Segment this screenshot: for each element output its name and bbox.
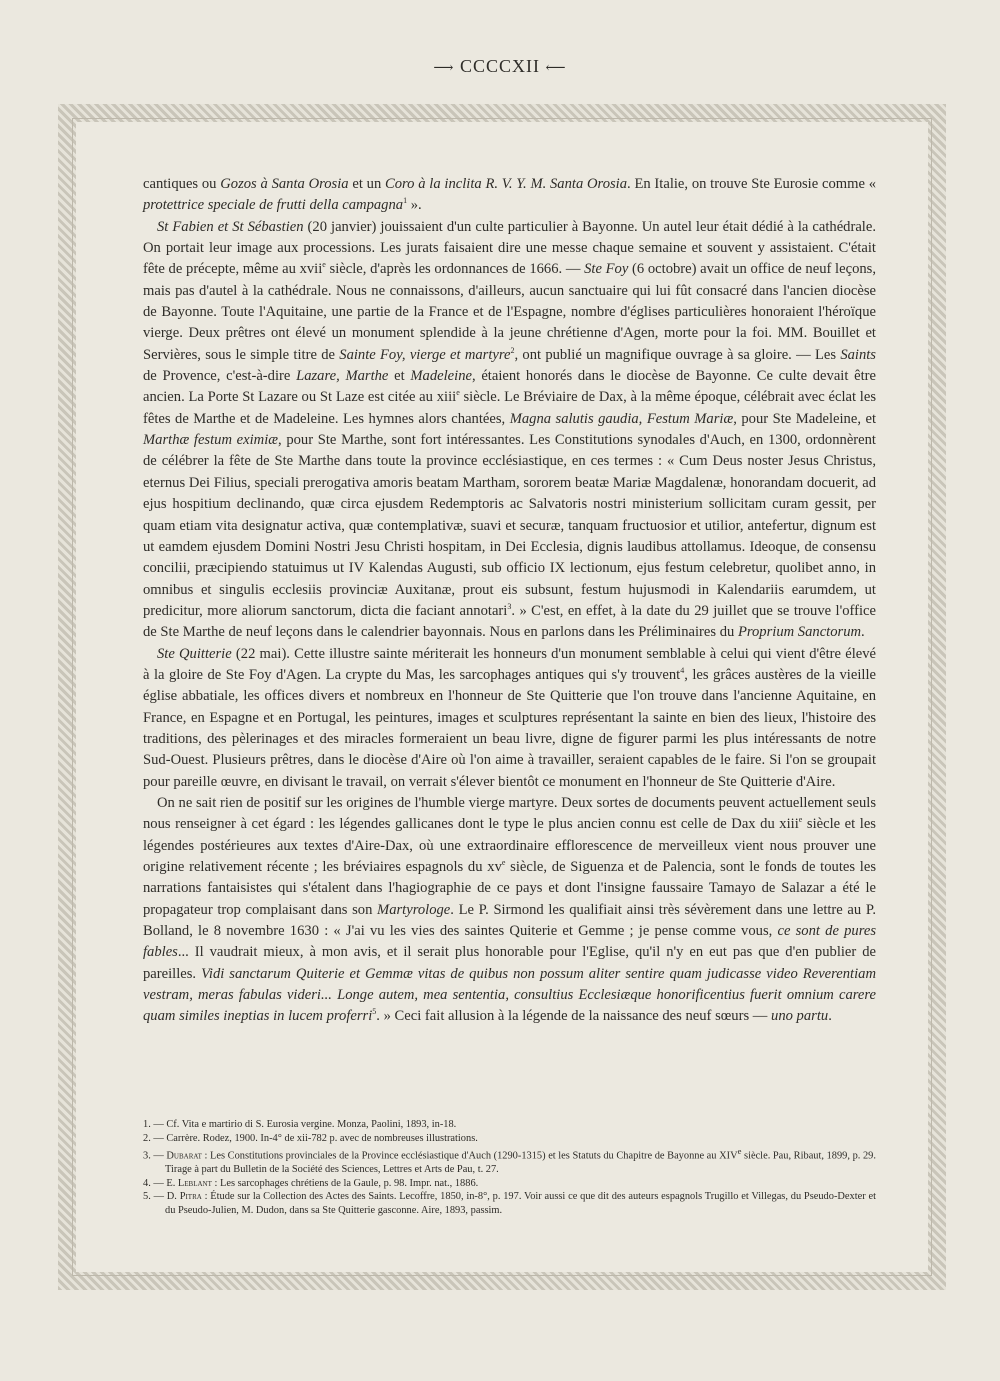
paragraph-run: Magna salutis gaudia, Festum Mariæ: [509, 410, 734, 427]
paragraph-run: (22 mai). Cette illustre sainte mériterait les honneurs d'un monument semblable à celui qui vient d'être élevé à la gloire de Ste Foy d'Agen. La crypte du Mas, les sarcophages antiques qui s'y trouvent: [143, 645, 876, 683]
footnote-run: :: [201, 1191, 211, 1203]
paragraph-run: Sainte Foy, vierge et martyre: [339, 346, 511, 363]
footnote-run: :: [211, 1177, 220, 1189]
paragraph-run: . » C'est, en effet, à la date du 29 juillet que se trouve l'office de Ste Marthe de neuf leçons dans le calendrier bayonnais. Nous en parlons dans les Préliminaires du: [143, 602, 876, 641]
body-text: [143, 174, 876, 1028]
paragraph-run: (6 octobre) avait un office de neuf leçons, mais pas d'autel à la cathédrale. Nous ne connaissons, d'ailleurs, aucun sanctuaire qui lui fût consacré dans l'ancien diocèse de Bayonne. Toute l'Aquitaine, une partie de la France et de l'Espagne, nombre d'églises particulières honoraient l'héroïque vierge. Deux prêtres ont élevé un monument splendide à la jeune chrétienne d'Agen, morte pour la foi. MM. Bouillet et Servières, sous le simple titre de: [143, 261, 876, 363]
page-header: [0, 56, 1000, 77]
paragraph-run: .: [828, 1008, 832, 1025]
footnote-run: Leblant: [177, 1177, 212, 1189]
footnote-run: 1. — Cf.: [143, 1119, 182, 1130]
footnote-run: Étude sur la Collection des Actes des Saints: [210, 1191, 394, 1203]
paragraph: [143, 174, 876, 217]
paragraph-run: Vidi sanctarum Quiterie et Gemmæ vitas de quibus non possum aliter sentire quam judicasse video Reverentiam vestram, meras fabulas videri... Longe autem, mea sententia, consultius Ecclesiæque honorificentius fuerit omnium carere quam similes ineptias in lucem proferri: [143, 965, 877, 1025]
paragraph-run: , ont publié un magnifique ouvrage à sa gloire. — Les: [514, 346, 841, 363]
footnote-run: :: [201, 1150, 211, 1162]
paragraph-run: protettrice speciale de frutti della campagna: [143, 197, 404, 214]
paragraph-run: 5: [372, 1007, 377, 1017]
footnote-run: , p. 98. Impr. nat., 1886.: [378, 1177, 479, 1189]
paragraph-run: Martyrologe: [377, 901, 451, 918]
footnote-run: Dubarat: [166, 1150, 202, 1162]
footnotes: [143, 1118, 876, 1218]
paragraph-run: uno partu: [771, 1008, 829, 1025]
paragraph-run: On ne sait rien de positif sur les origines de l'humble vierge martyre. Deux sortes de documents peuvent actuellement seuls nous renseigner à cet égard : les légendes gallicanes dont le type le plus ancien connu est celle de Dax du xiii: [143, 794, 876, 833]
paragraph-run: 1: [403, 196, 408, 206]
left-ornament: ⟶: [433, 61, 455, 76]
paragraph: [143, 644, 876, 793]
paragraph-run: Proprium Sanctorum: [737, 624, 862, 641]
paragraph-run: (20 janvier) jouissaient d'un culte particulier à Bayonne. Un autel leur était dédié à la cathédrale. On portait leur image aux processions. Les jurats faisaient dire une messe chaque semaine et souvent y assistaient. C'était fête de précepte, même au xvii: [143, 218, 876, 278]
footnote-run: e: [737, 1146, 742, 1157]
paragraph-run: ce sont de pures fables: [143, 923, 877, 961]
footnote-run: Pitra: [179, 1191, 202, 1203]
footnote-run: Les sarcophages chrétiens de la Gaule: [219, 1177, 379, 1189]
paragraph-run: siècle, de Siguenza et de Palencia, sont le fonds de toutes les narrations fantaisistes qui s'étalent dans l'hagiographie de ce pays et dont l'insigne faussaire Tamayo de Salazar a été le propagateur trop complaisant dans son: [143, 859, 876, 918]
paragraph-run: Madeleine: [410, 368, 472, 385]
footnote-run: , t. 27.: [472, 1164, 499, 1176]
footnote: [143, 1177, 876, 1191]
paragraph-run: ... Il vaudrait mieux, à mon avis, et il serait plus honorable pour l'Eglise, qu'il n'y en eut pas que d'en publier de pareilles.: [143, 944, 876, 982]
footnote-run: Les Constitutions provinciales de la Province ecclésiastique d'Auch: [210, 1150, 492, 1162]
footnote-run: 4. — E.: [143, 1177, 178, 1189]
footnote-run: passim: [470, 1205, 500, 1217]
paragraph-run: . En Italie, on trouve Ste Eurosie comme «: [627, 176, 876, 192]
paragraph-run: .: [861, 624, 865, 641]
paragraph-run: e: [798, 815, 803, 825]
paragraph-run: siècle. Le Bréviaire de Dax, à la même époque, célébrait avec éclat les fêtes de Marthe et de Madeleine. Les hymnes alors chantées,: [143, 389, 877, 427]
paragraph-run: Ste Quitterie: [157, 645, 232, 662]
footnote: [143, 1190, 876, 1217]
footnote: [143, 1132, 876, 1146]
footnote-run: Vita e martirio di S. Eurosia vergine: [181, 1119, 332, 1130]
footnote: [143, 1118, 876, 1132]
paragraph-run: e: [501, 858, 506, 868]
footnote-run: . Lecoffre, 1850, in-8°, p. 197. Voir aussi ce que dit des auteurs espagnols Trugillo et Villegas, du Pseudo-Dexter et du Pseudo-Julien, M. Dudon, dans sa: [165, 1191, 876, 1217]
paragraph-run: Marthæ festum eximiæ: [143, 432, 279, 449]
footnote-run: Bulletin de la Société des Sciences, Lettres et Arts de Pau: [233, 1164, 473, 1176]
paragraph-run: Ste Foy: [584, 261, 629, 278]
paragraph-run: et un: [348, 176, 386, 192]
paragraph-run: cantiques ou: [143, 176, 221, 192]
paragraph-run: 4: [680, 666, 685, 676]
footnote-run: . Pau, Ribaut, 1899, p. 29. Tirage à part du: [165, 1150, 876, 1176]
right-ornament: ⟵: [545, 61, 567, 76]
paragraph-run: Gozos à Santa Orosia: [220, 176, 349, 192]
paragraph-run: , étaient honorés dans le diocèse de Bayonne. Ce culte devait être ancien. La Porte St Lazare ou St Laze est citée au xiii: [143, 368, 876, 406]
paragraph-run: Lazare, Marthe: [296, 368, 389, 385]
footnote-run: 3. —: [143, 1150, 167, 1162]
paragraph-run: Coro à la inclita R. V. Y. M. Santa Orosia: [385, 176, 628, 192]
footnote-run: et les Statuts du Chapitre de Bayonne au XIV: [548, 1150, 738, 1162]
paragraph-run: siècle, d'après les ordonnances de 1666. —: [325, 261, 585, 278]
paragraph-run: Saints: [840, 346, 876, 363]
paragraph-run: . Le P. Sirmond les qualifiait ainsi très sévèrement dans une lettre au P. Bolland, le 8 novembre 1630 : « J'ai vu les vies des saintes Quiterie et Gemme ; je pense comme vous,: [143, 901, 877, 940]
footnote-run: (1290-1315): [491, 1150, 549, 1162]
paragraph-run: , pour Ste Madeleine, et: [733, 410, 876, 427]
footnote-run: . Aire, 1893,: [416, 1205, 471, 1217]
footnote: [143, 1145, 876, 1177]
paragraph-run: St Fabien et St Sébastien: [157, 218, 304, 235]
paragraph-run: , les grâces austères de la vieille église abbatiale, les offices divers et nombreux en l'honneur de Ste Quitterie que l'on trouve dans l'ancienne Aquitaine, en France, en Espagne et en Portugal, les peintures, images et sculptures représentant la sainte en bien des lieux, l'histoire des traditions, des pèlerinages et des miracles formeraient un beau livre, digne de figurer parmi les plus intéressants de notre Sud-Ouest. Plusieurs prêtres, dans le diocèse d'Aire où l'on aime à travailler, seraient capables de le faire. Si l'on se groupait pour pareille œuvre, en divisant le travail, on verrait s'élever bientôt ce monument en l'honneur de Ste Quitterie d'Aire.: [143, 666, 876, 790]
paragraph-run: , pour Ste Marthe, sont fort intéressantes. Les Constitutions synodales d'Auch, en 1300, ordonnèrent de célébrer la fête de Ste Marthe dans toute la province ecclésiastique, en ces termes : « Cum Deus noster Jesus Christus, eternus Dei Filius, speciali prerogativa amoris beatam Martham, sororem beatæ Mariæ Magdalenæ, honorandam docuerit, ad ejus hospitium declinando, quæ circa ejusdem Redemptoris ac Salvatoris nostri ministerium sollicitam curam gessit, per quam etiam vita designatur activa, quæ contemplativæ, suavi et securæ, tanquam fructuosior et utilior, antefertur, dignum est ut eamdem ejusdem Domini Nostri Jesu Christi hospitam, in Dei Ecclesia, dignis laudibus attollamus. Ideoque, de consensu concilii, præcipiendo statuimus ut IV Kalendas Augusti, sub officio IX lectionum, ejus festum celebretur, quolibet anno, in omnibus et singulis ecclesiis provinciæ Auxitanæ, prout eis subsunt, festum hujusmodi in Kalendariis earumdem, ut predicitur, more aliorum sanctorum, dicta die faciant annotari: [143, 432, 876, 619]
footnote-run: Ste Quitterie gasconne: [322, 1205, 417, 1217]
footnote-run: 2. — Carrère. Rodez, 1900. In-4° de xii-782 p. avec de nombreuses illustrations.: [143, 1132, 478, 1144]
paragraph-run: . » Ceci fait allusion à la légende de la naissance des neuf sœurs —: [376, 1008, 772, 1025]
page-number: CCCCXII: [459, 56, 540, 76]
paragraph-run: e: [322, 260, 326, 270]
paragraph: [143, 217, 876, 644]
footnote-run: . Monza, Paolini, 1893, in-18.: [331, 1119, 457, 1130]
footnote-run: 5. — D.: [143, 1191, 180, 1203]
paragraph-run: 2: [510, 345, 515, 355]
footnote-run: siècle: [741, 1150, 768, 1162]
paragraph-run: 3: [507, 602, 512, 612]
paragraph-run: siècle et les légendes postérieures aux textes d'Aire-Dax, où une extraordinaire efflorescence de merveilleux vient nous prouver une origine relativement récente ; les bréviaires espagnols du xv: [143, 816, 876, 875]
paragraph-run: de Provence, c'est-à-dire: [143, 368, 297, 385]
paragraph: [143, 793, 876, 1028]
paragraph-run: ».: [407, 197, 422, 214]
footnote-run: .: [499, 1205, 503, 1217]
paragraph-run: e: [456, 388, 460, 398]
paragraph-run: et: [388, 368, 411, 385]
